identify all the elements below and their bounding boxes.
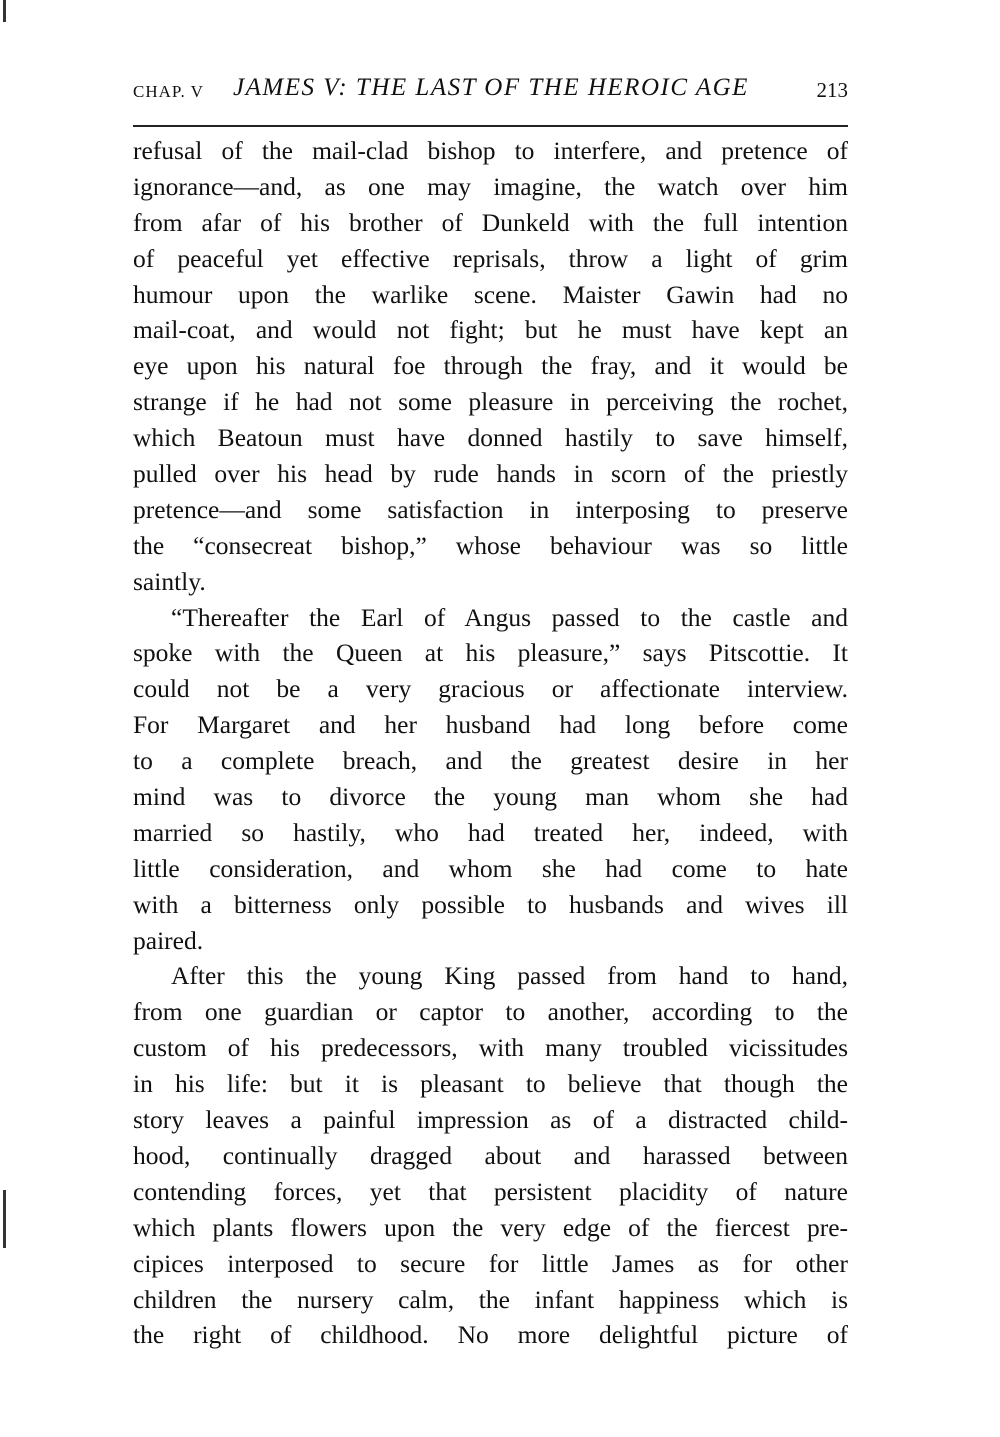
text-line: little consideration, and whom she had come to hate [133,853,848,883]
paragraph [133,958,848,1353]
text-line: could not be a very gracious or affectionate interview. [133,674,848,704]
text-line: contending forces, yet that persistent placidity of nature [133,1176,848,1206]
text-line: custom of his predecessors, with many troubled vicissitudes [133,1033,848,1063]
text-line: humour upon the warlike scene. Maister Gawin had no [133,279,848,309]
text-line: which Beatoun must have donned hastily to save himself, [133,423,848,453]
text-line: spoke with the Queen at his pleasure,” says Pitscottie. It [133,638,848,668]
text-line: which plants flowers upon the very edge of the fiercest pre- [133,1212,848,1242]
text-line: story leaves a painful impression as of a distracted child- [133,1105,848,1135]
header-rule [133,125,848,127]
text-line: with a bitterness only possible to husbands and wives ill [133,889,848,919]
page-body [133,133,848,1353]
text-line: married so hastily, who had treated her, indeed, with [133,817,848,847]
text-line: saintly. [133,566,206,596]
paragraph [133,133,848,600]
text-line: ignorance—and, as one may imagine, the watch over him [133,171,848,201]
text-line: cipices interposed to secure for little James as for other [133,1248,848,1278]
paragraph [133,600,848,959]
scan-artifact [3,0,6,22]
running-title: JAMES V: THE LAST OF THE HEROIC AGE [233,74,749,101]
text-line: the right of childhood. No more delightful picture of [133,1320,848,1350]
text-line: mind was to divorce the young man whom she had [133,782,848,812]
text-line: pretence—and some satisfaction in interposing to preserve [133,494,848,524]
chapter-label: CHAP. V [133,82,204,101]
text-line: of peaceful yet effective reprisals, throw a light of grim [133,243,848,273]
text-line: paired. [133,925,204,955]
text-line: pulled over his head by rude hands in scorn of the priestly [133,459,848,489]
scan-artifact [3,1190,6,1248]
text-line: children the nursery calm, the infant happiness which is [133,1284,848,1314]
text-line: “Thereafter the Earl of Angus passed to the castle and [171,602,848,632]
text-line: hood, continually dragged about and harassed between [133,1140,848,1170]
text-line: refusal of the mail-clad bishop to interfere, and pretence of [133,136,848,165]
running-header [133,72,848,108]
text-line: strange if he had not some pleasure in perceiving the rochet, [133,387,848,417]
text-line: in his life: but it is pleasant to believe that though the [133,1069,848,1099]
text-line: eye upon his natural foe through the fray, and it would be [133,351,848,381]
page-number: 213 [816,78,848,102]
text-line: mail-coat, and would not fight; but he must have kept an [133,315,848,345]
text-line: For Margaret and her husband had long before come [133,710,848,740]
text-line: from afar of his brother of Dunkeld with the full intention [133,207,848,237]
text-line: from one guardian or captor to another, according to the [133,997,848,1027]
text-line: to a complete breach, and the greatest desire in her [133,746,848,776]
text-line: After this the young King passed from hand to hand, [171,961,848,991]
text-line: the “consecreat bishop,” whose behaviour was so little [133,530,848,560]
